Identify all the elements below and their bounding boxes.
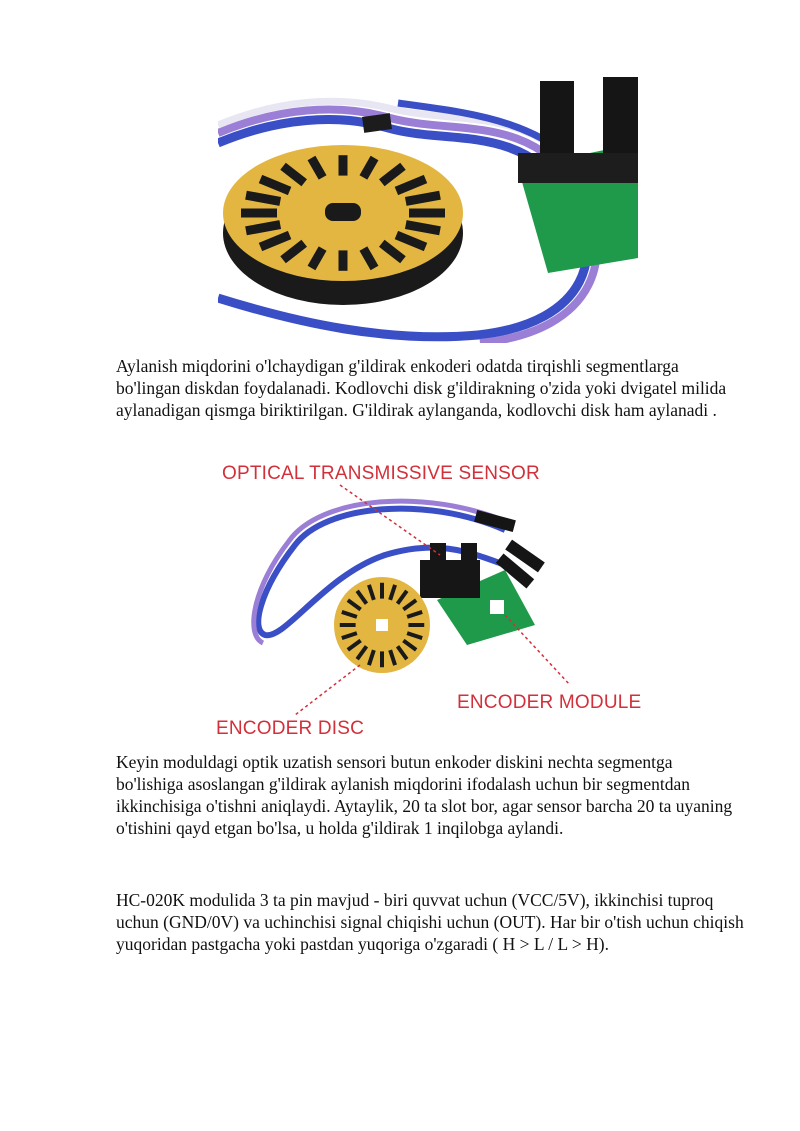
- disc-slot: [246, 195, 280, 201]
- paragraph-3: HC-020K modulida 3 ta pin mavjud - biri quvvat uchun (VCC/5V), ikkinchisi tuproq uchun (GND/0V) va uchinchisi signal chiqishi uchun (OUT). Har bir o'tish uchun chiqish yuqoridan pastgacha yoki pastdan yuqoriga o'zgaradi ( H > L / L > H).: [116, 890, 744, 954]
- paragraph-2: Keyin moduldagi optik uzatish sensori butun enkoder diskini nechta segmentga bo'lishiga asoslangan g'ildirak aylanish miqdorini ifodalash uchun bir segmentdan ikkinchisiga o'tishni aniqlaydi. Aytaylik, 20 ta slot bor, agar sensor barcha 20 ta uyaning o'tishini qayd etgan bo'lsa, u holda g'ildirak 1 inqilobga aylandi.: [116, 752, 733, 838]
- paragraph-1: Aylanish miqdorini o'lchaydigan g'ildirak enkoderi odatda tirqishli segmentlarga bo'lingan diskdan foydalanadi. Kodlovchi disk g'ildirakning o'zida yoki dvigatel milida aylanadigan qismga biriktirilgan. G'ildirak aylanganda, kodlovchi disk ham aylanadi .: [116, 356, 727, 420]
- disc-slot: [406, 195, 440, 201]
- encoder-module-diagram: [205, 455, 655, 745]
- disc-slot: [406, 225, 440, 231]
- label-encoder-disc: ENCODER DISC: [216, 718, 365, 739]
- disc-slot: [246, 225, 280, 231]
- label-encoder-module: ENCODER MODULE: [457, 692, 642, 713]
- label-optical-sensor: OPTICAL TRANSMISSIVE SENSOR: [222, 463, 540, 484]
- encoder-photo-closeup: [218, 73, 638, 343]
